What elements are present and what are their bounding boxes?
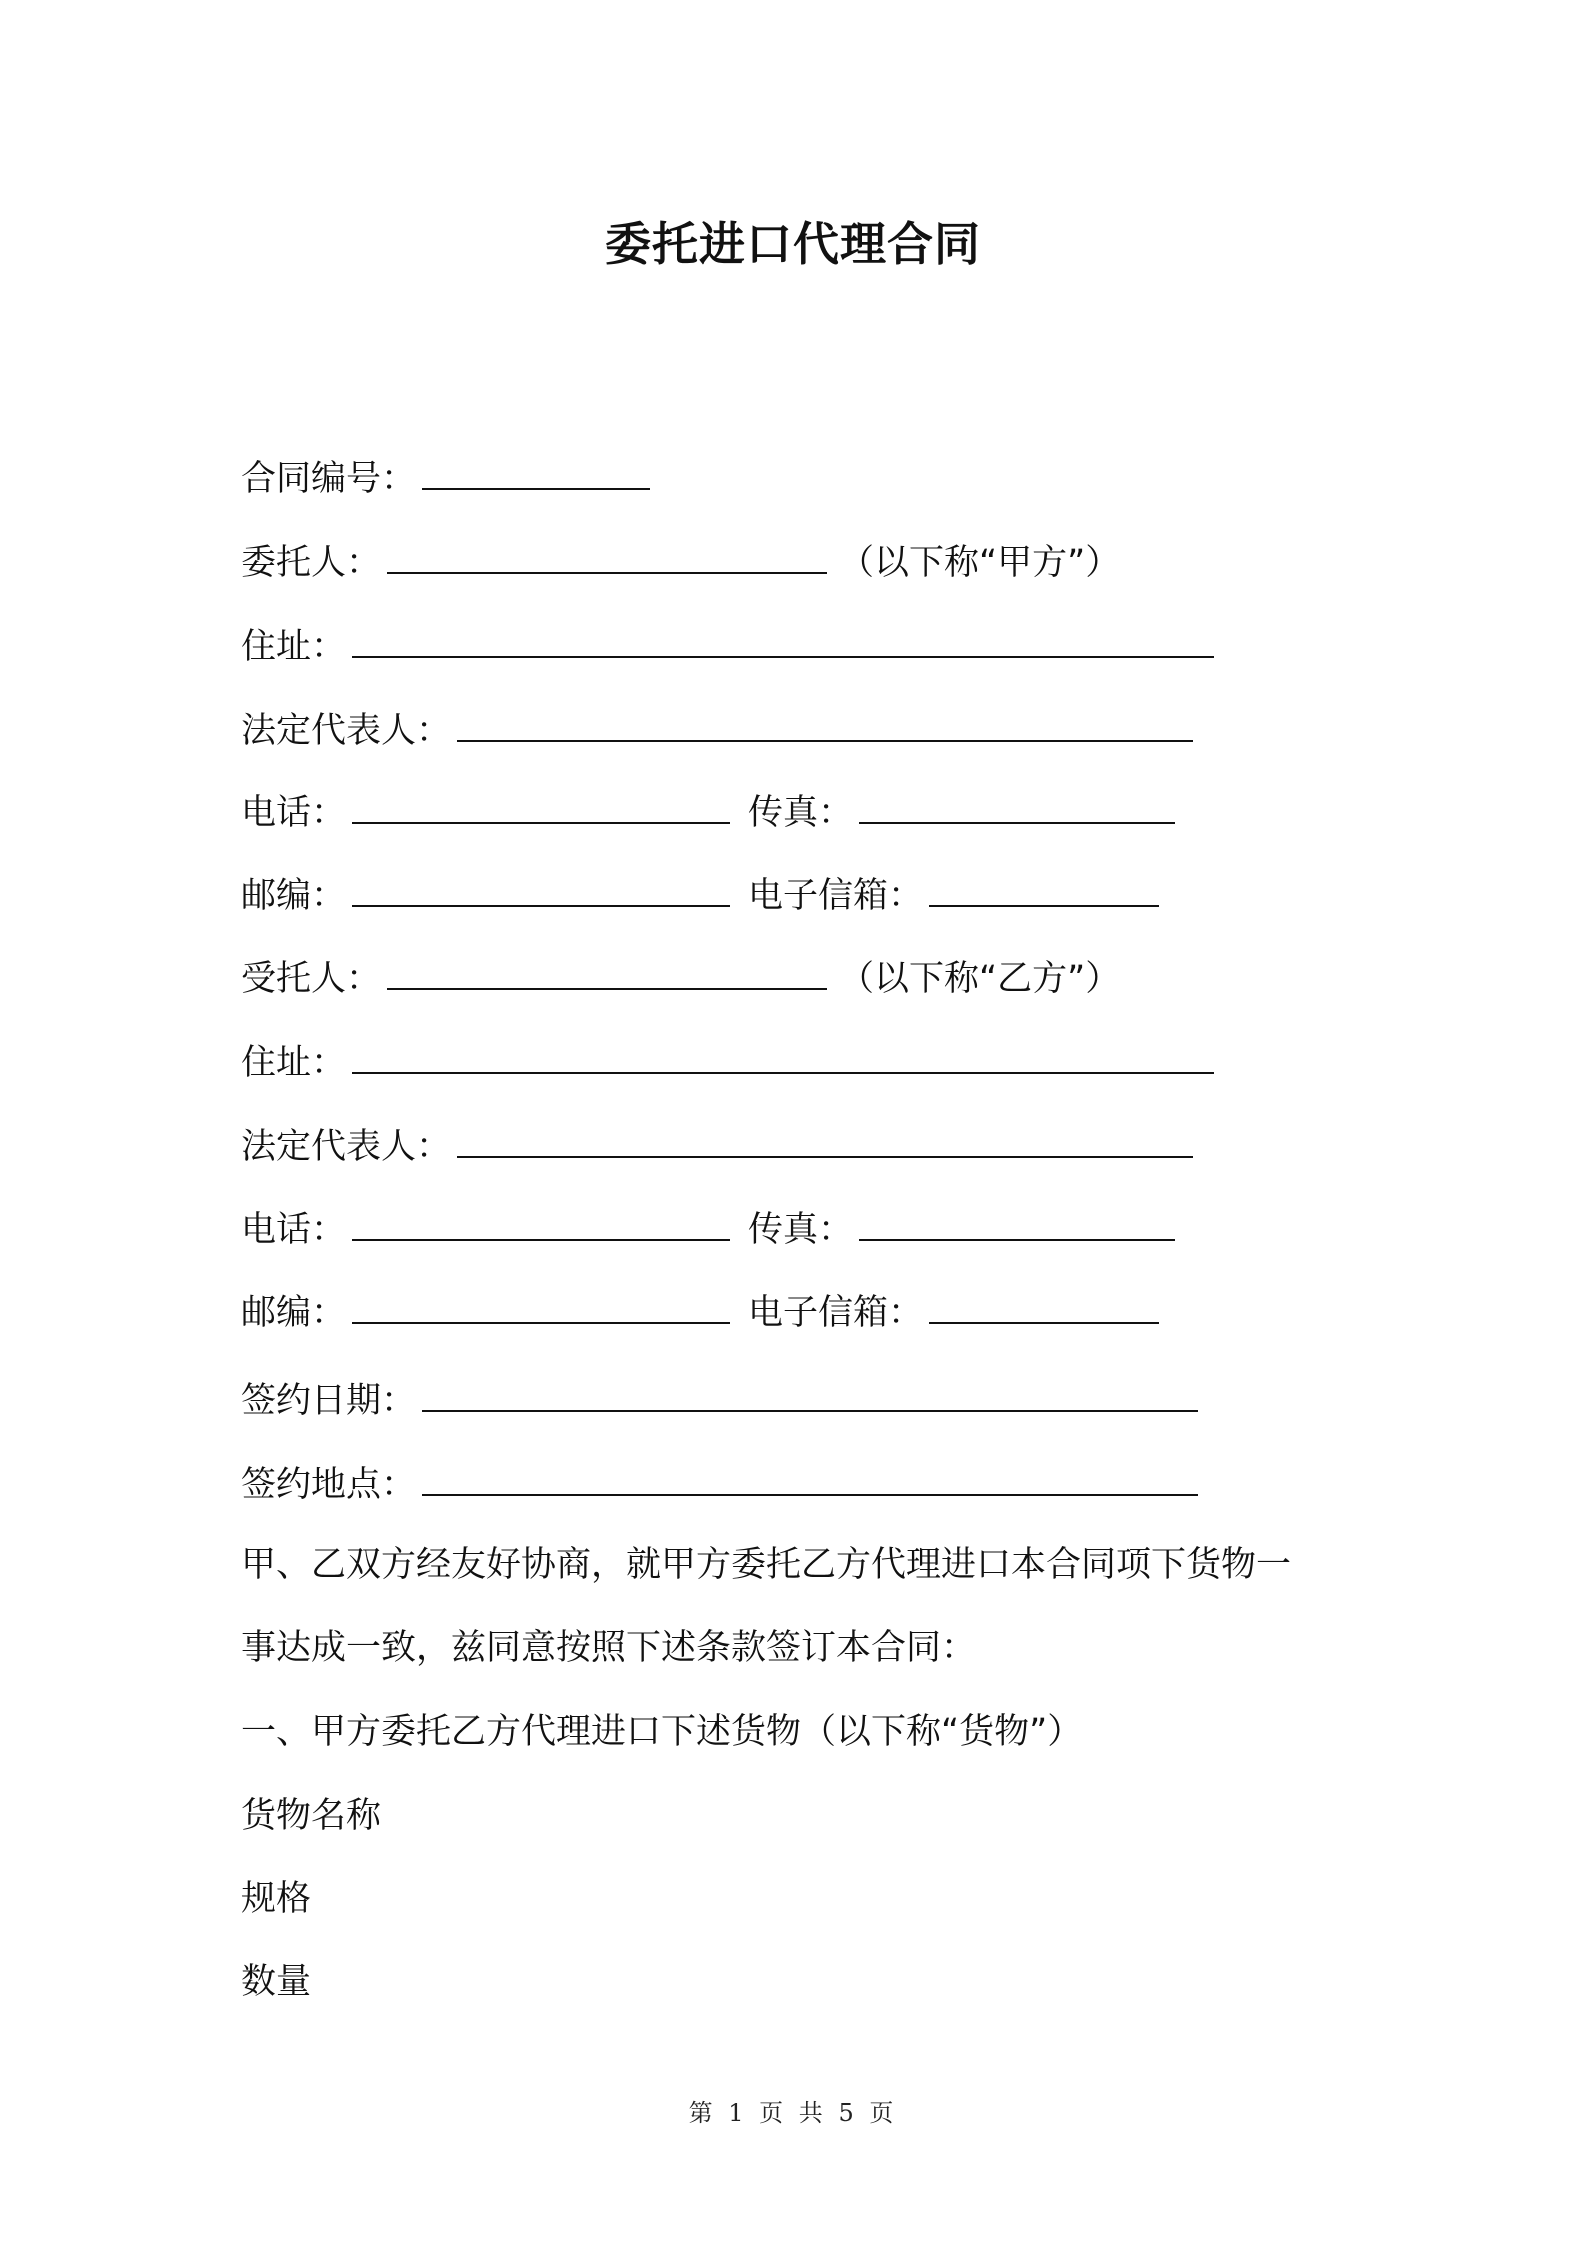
party-a-label: 委托人： xyxy=(241,543,382,583)
page-footer: 第 1 页 共 5 页 xyxy=(688,2099,898,2127)
party-a-legal-rep-blank xyxy=(457,704,1193,742)
contract-number-label: 合同编号： xyxy=(241,459,417,499)
party-b-label: 受托人： xyxy=(241,959,382,999)
party-b-legal-rep-line xyxy=(241,1120,1193,1173)
party-b-line xyxy=(241,952,1120,1005)
party-a-fax-blank xyxy=(859,786,1175,824)
party-a-address-label: 住址： xyxy=(241,627,347,667)
party-a-legal-rep-label: 法定代表人： xyxy=(241,711,452,751)
sign-date-line xyxy=(241,1374,1198,1427)
contract-number-line xyxy=(241,452,650,505)
party-b-suffix: （以下称“乙方”） xyxy=(839,959,1121,999)
party-a-suffix: （以下称“甲方”） xyxy=(839,543,1121,583)
party-a-zip-email-line xyxy=(241,869,1159,922)
party-b-phone-blank xyxy=(352,1203,730,1241)
party-b-address-label: 住址： xyxy=(241,1043,347,1083)
sign-date-blank xyxy=(422,1374,1198,1412)
party-b-phone-label: 电话： xyxy=(241,1210,347,1250)
party-a-email-label: 电子信箱： xyxy=(748,876,924,916)
party-a-line xyxy=(241,536,1120,589)
clause-1: 一、甲方委托乙方代理进口下述货物（以下称“货物”） xyxy=(241,1712,1083,1752)
party-a-email-blank xyxy=(929,869,1159,907)
party-a-address-blank xyxy=(352,620,1214,658)
party-b-legal-rep-label: 法定代表人： xyxy=(241,1127,452,1167)
party-b-email-label: 电子信箱： xyxy=(748,1293,924,1333)
party-b-address-line xyxy=(241,1036,1214,1089)
spec-label: 规格 xyxy=(241,1879,312,1919)
party-a-zip-blank xyxy=(352,869,730,907)
party-b-email-blank xyxy=(929,1286,1159,1324)
party-a-legal-rep-line xyxy=(241,704,1193,757)
party-b-zip-email-line xyxy=(241,1286,1159,1339)
intro-line-2: 事达成一致，兹同意按照下述条款签订本合同： xyxy=(241,1628,977,1668)
party-b-address-blank xyxy=(352,1036,1214,1074)
party-b-zip-blank xyxy=(352,1286,730,1324)
party-a-zip-label: 邮编： xyxy=(241,876,347,916)
sign-place-label: 签约地点： xyxy=(241,1465,417,1505)
intro-line-1: 甲、乙双方经友好协商，就甲方委托乙方代理进口本合同项下货物一 xyxy=(241,1545,1292,1585)
sign-date-label: 签约日期： xyxy=(241,1381,417,1421)
party-b-zip-label: 邮编： xyxy=(241,1293,347,1333)
party-b-blank xyxy=(387,952,827,990)
document-title: 委托进口代理合同 xyxy=(605,217,981,271)
sign-place-line xyxy=(241,1458,1198,1511)
party-a-phone-fax-line xyxy=(241,786,1175,839)
contract-number-blank xyxy=(422,452,650,490)
party-a-phone-label: 电话： xyxy=(241,793,347,833)
goods-name-label: 货物名称 xyxy=(241,1796,382,1836)
party-a-phone-blank xyxy=(352,786,730,824)
quantity-label: 数量 xyxy=(241,1962,312,2002)
party-a-fax-label: 传真： xyxy=(748,793,854,833)
party-b-phone-fax-line xyxy=(241,1203,1175,1256)
party-b-fax-blank xyxy=(859,1203,1175,1241)
party-b-legal-rep-blank xyxy=(457,1120,1193,1158)
party-a-blank xyxy=(387,536,827,574)
sign-place-blank xyxy=(422,1458,1198,1496)
party-a-address-line xyxy=(241,620,1214,673)
party-b-fax-label: 传真： xyxy=(748,1210,854,1250)
